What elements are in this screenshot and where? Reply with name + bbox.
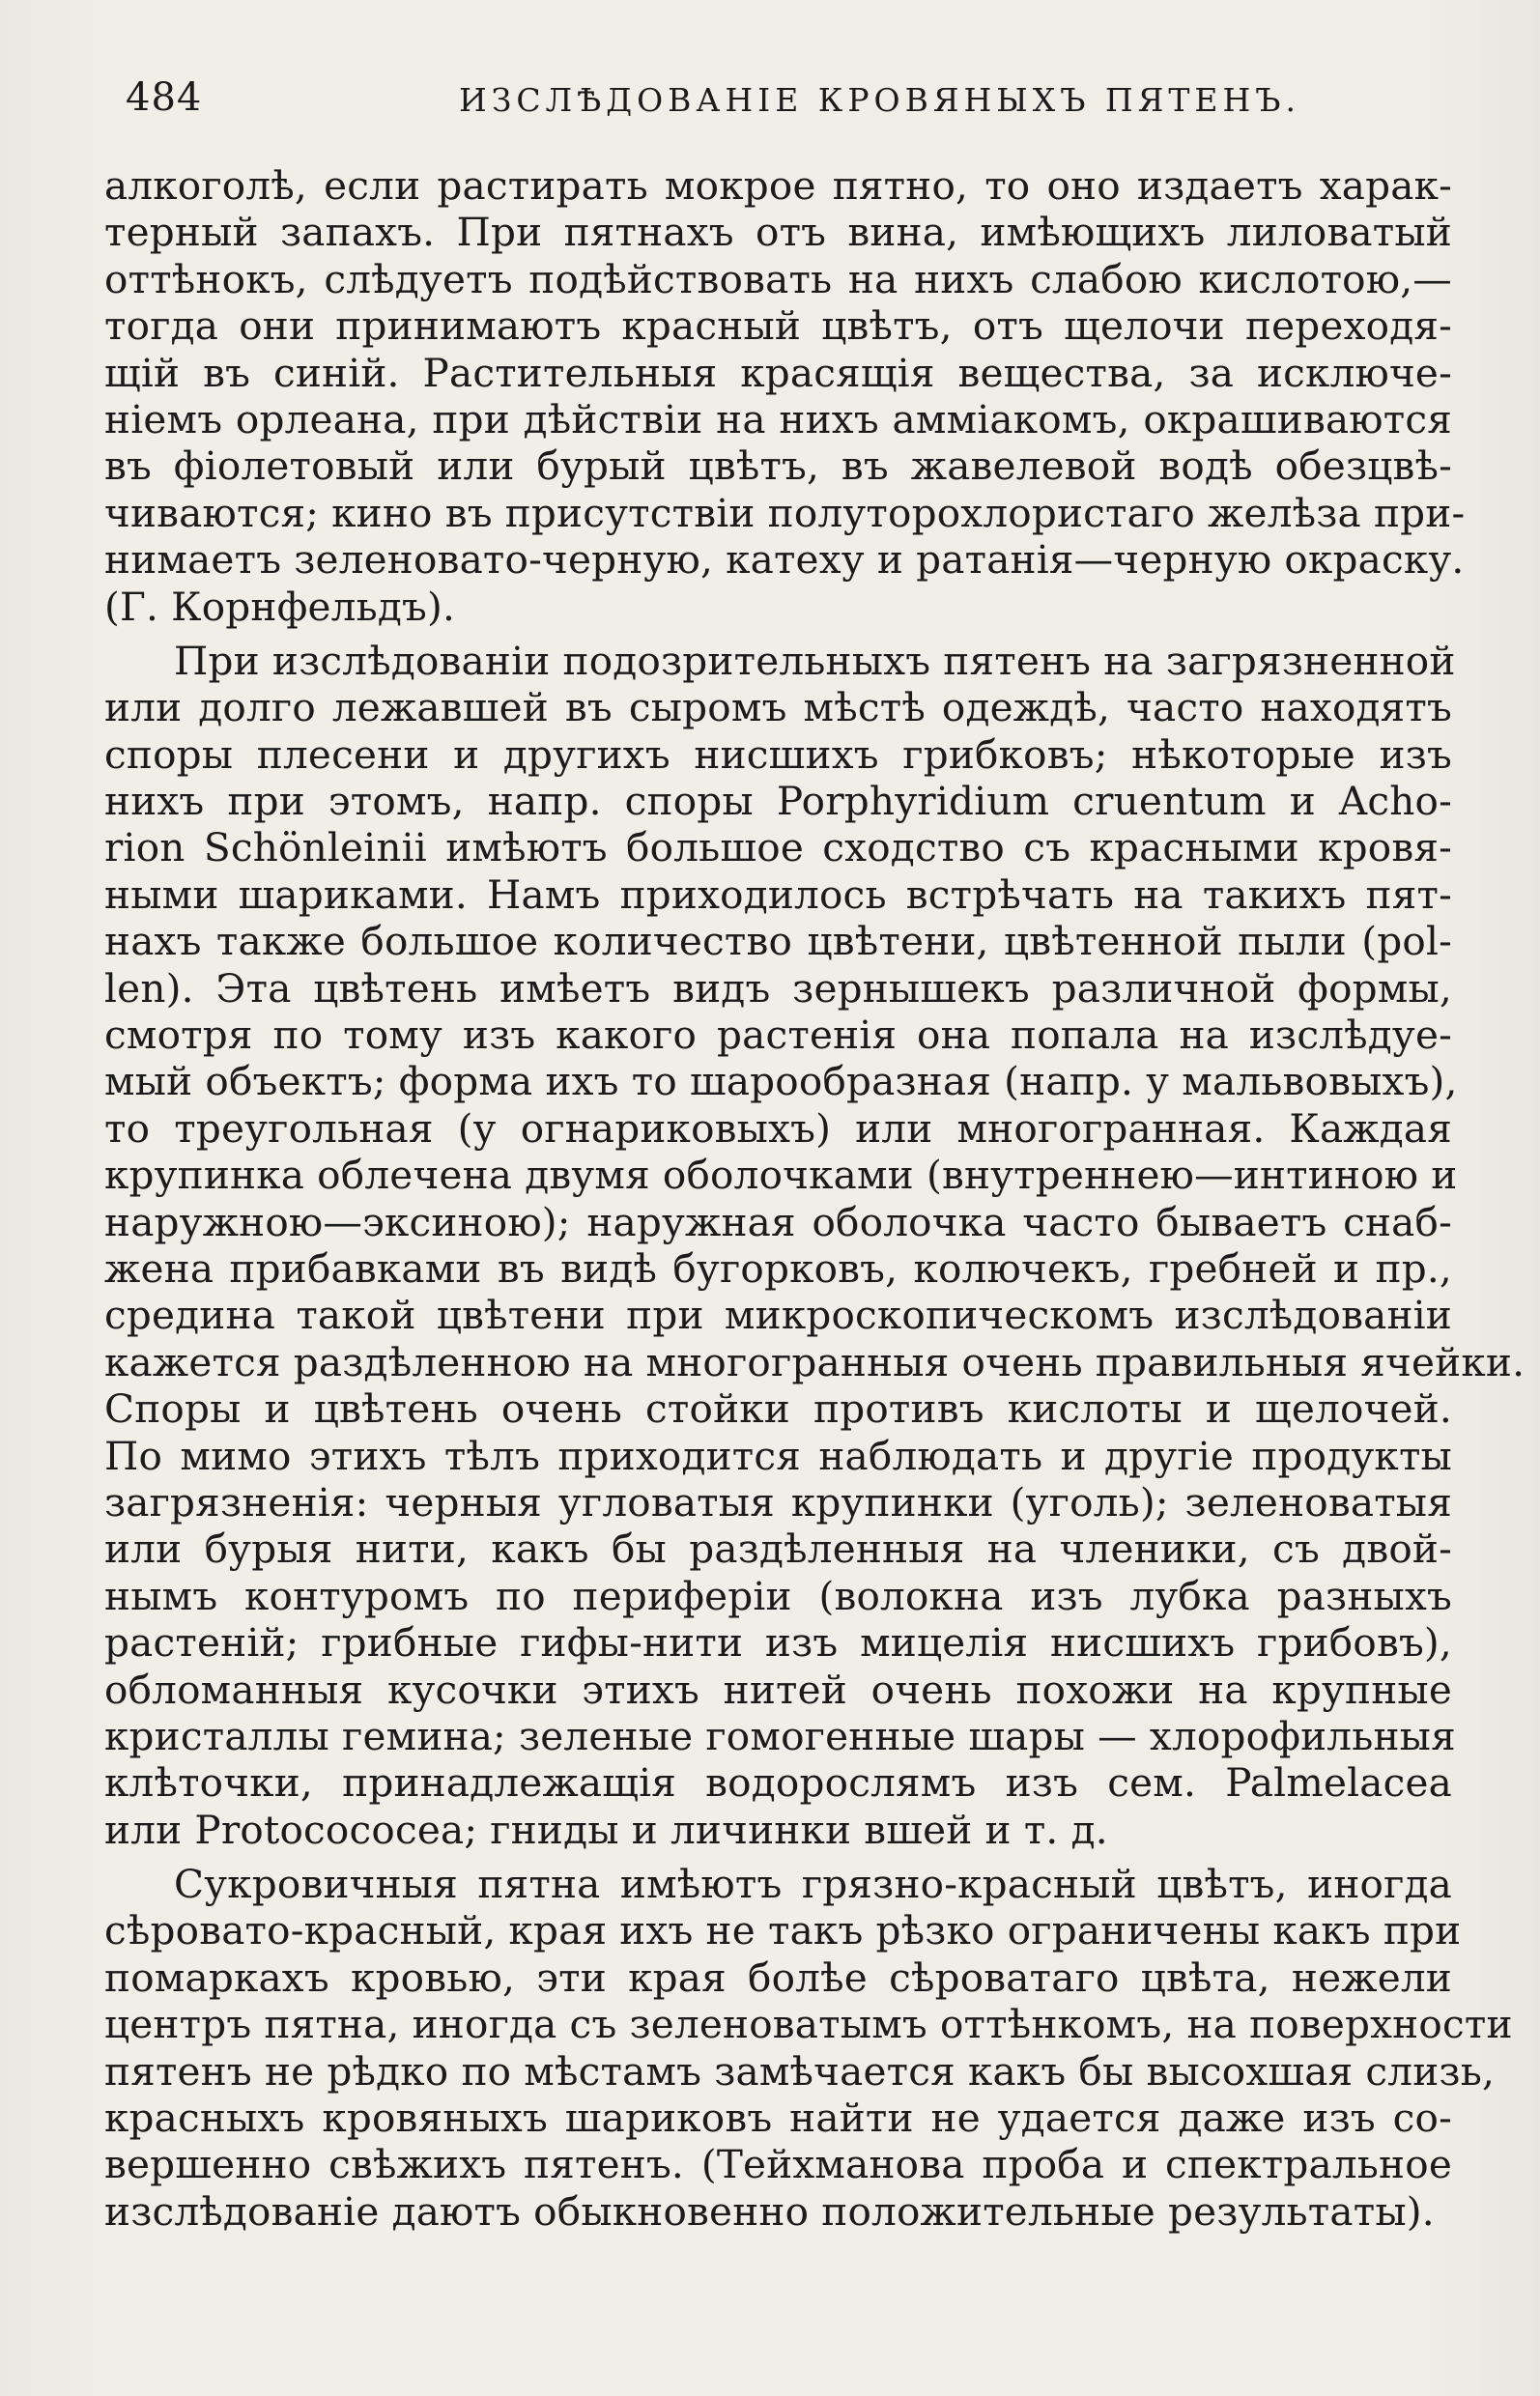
body-text	[104, 162, 1526, 2239]
text-line: споры плесени и другихъ нисшихъ грибковъ; нѣкоторые изъ	[104, 730, 1452, 778]
text-line: оттѣнокъ, слѣдуетъ подѣйствовать на нихъ слабою кислотою,—	[104, 255, 1452, 302]
text-line: алкоголѣ, если растирать мокрое пятно, то оно издаетъ харак-	[104, 162, 1452, 209]
paragraph	[104, 1861, 1513, 2235]
text-line: или долго лежавшей въ сыромъ мѣстѣ одеждѣ, часто находятъ	[104, 684, 1452, 731]
text-line: растеній; грибные гифы-нити изъ мицелія нисшихъ грибовъ),	[104, 1619, 1452, 1667]
text-line: По мимо этихъ тѣлъ приходится наблюдать и другіе продукты	[104, 1432, 1452, 1479]
paragraph	[104, 637, 1526, 1853]
running-head: ИЗСЛѢДОВАНІЕ КРОВЯНЫХЪ ПЯТЕНЪ.	[459, 81, 1300, 119]
text-line: нахъ также большое количество цвѣтени, цвѣтенной пыли (pol-	[104, 918, 1452, 965]
text-line: смотря по тому изъ какого растенія она попала на изслѣдуе-	[104, 1012, 1452, 1059]
text-line: кристаллы гемина; зеленые гомогенные шары — хлорофильныя	[104, 1712, 1456, 1759]
text-line: или Protocococea; гниды и личинки вшей и т. д.	[104, 1806, 1108, 1853]
text-line: въ фіолетовый или бурый цвѣтъ, въ жавелевой водѣ обезцвѣ-	[104, 442, 1452, 490]
text-line: При изслѣдованіи подозрительныхъ пятенъ на загрязненной	[174, 637, 1456, 684]
text-line: чиваются; кино въ присутствіи полуторохлористаго желѣза при-	[104, 489, 1466, 536]
text-line: вершенно свѣжихъ пятенъ. (Тейхманова проба и спектральное	[104, 2141, 1452, 2188]
text-line: ными шариками. Намъ приходилось встрѣчать на такихъ пят-	[104, 870, 1452, 918]
paragraph	[104, 162, 1466, 630]
text-line: тогда они принимаютъ красный цвѣтъ, отъ щелочи переходя-	[104, 302, 1452, 350]
text-line: щій въ синій. Растительныя красящія вещества, за исключе-	[104, 349, 1452, 396]
text-line: rion Schönleinii имѣютъ большое сходство съ красными кровя-	[104, 824, 1452, 871]
text-line: len). Эта цвѣтень имѣетъ видъ зернышекъ различной формы,	[104, 964, 1452, 1012]
text-line: центръ пятна, иногда съ зеленоватымъ оттѣнкомъ, на поверхности	[104, 2001, 1513, 2048]
text-line: наружною—эксиною); наружная оболочка часто бываетъ снаб-	[104, 1198, 1452, 1245]
text-line: помаркахъ кровью, эти края болѣе сѣроватаго цвѣта, нежели	[104, 1954, 1452, 2001]
text-line: нымъ контуромъ по периферіи (волокна изъ лубка разныхъ	[104, 1572, 1452, 1619]
text-line: мый объектъ; форма ихъ то шарообразная (напр. у мальвовыхъ),	[104, 1058, 1458, 1105]
page-header	[126, 75, 1449, 133]
text-line: ніемъ орлеана, при дѣйствіи на нихъ амміакомъ, окрашиваются	[104, 395, 1452, 442]
text-line: крупинка облечена двумя оболочками (внутреннею—интиною и	[104, 1152, 1458, 1199]
text-line: обломанныя кусочки этихъ нитей очень похожи на крупные	[104, 1666, 1452, 1713]
text-line: красныхъ кровяныхъ шариковъ найти не удается даже изъ со-	[104, 2095, 1452, 2142]
text-line: Споры и цвѣтень очень стойки противъ кислоты и щелочей.	[104, 1385, 1452, 1433]
page-number: 484	[126, 75, 203, 120]
text-line: кажется раздѣленною на многогранныя очень правильныя ячейки.	[104, 1338, 1526, 1385]
text-line: или бурыя нити, какъ бы раздѣленныя на членики, съ двой-	[104, 1526, 1452, 1573]
text-line: изслѣдованіе даютъ обыкновенно положительные результаты).	[104, 2187, 1435, 2235]
text-line: нихъ при этомъ, напр. споры Porphyridium cruentum и Acho-	[104, 778, 1452, 825]
text-line: то треугольная (у огнариковыхъ) или многогранная. Каждая	[104, 1104, 1452, 1152]
text-line: пятенъ не рѣдко по мѣстамъ замѣчается какъ бы высохшая слизь,	[104, 2047, 1496, 2095]
text-line: загрязненія: черныя угловатыя крупинки (уголь); зеленоватыя	[104, 1478, 1452, 1526]
text-line: клѣточки, принадлежащія водорослямъ изъ сем. Palmelacea	[104, 1759, 1452, 1807]
text-line: Сукровичныя пятна имѣютъ грязно-красный цвѣтъ, иногда	[174, 1861, 1452, 1908]
text-line: жена прибавками въ видѣ бугорковъ, колючекъ, гребней и пр.,	[104, 1244, 1452, 1292]
text-line: средина такой цвѣтени при микроскопическомъ изслѣдованіи	[104, 1292, 1452, 1339]
text-line: терный запахъ. При пятнахъ отъ вина, имѣющихъ лиловатый	[104, 209, 1452, 256]
text-line: нимаетъ зеленовато-черную, катеху и ратанія—черную окраску.	[104, 536, 1465, 584]
text-line: сѣровато-красный, края ихъ не такъ рѣзко ограничены какъ при	[104, 1907, 1462, 1954]
text-line: (Г. Корнфельдъ).	[104, 583, 456, 630]
